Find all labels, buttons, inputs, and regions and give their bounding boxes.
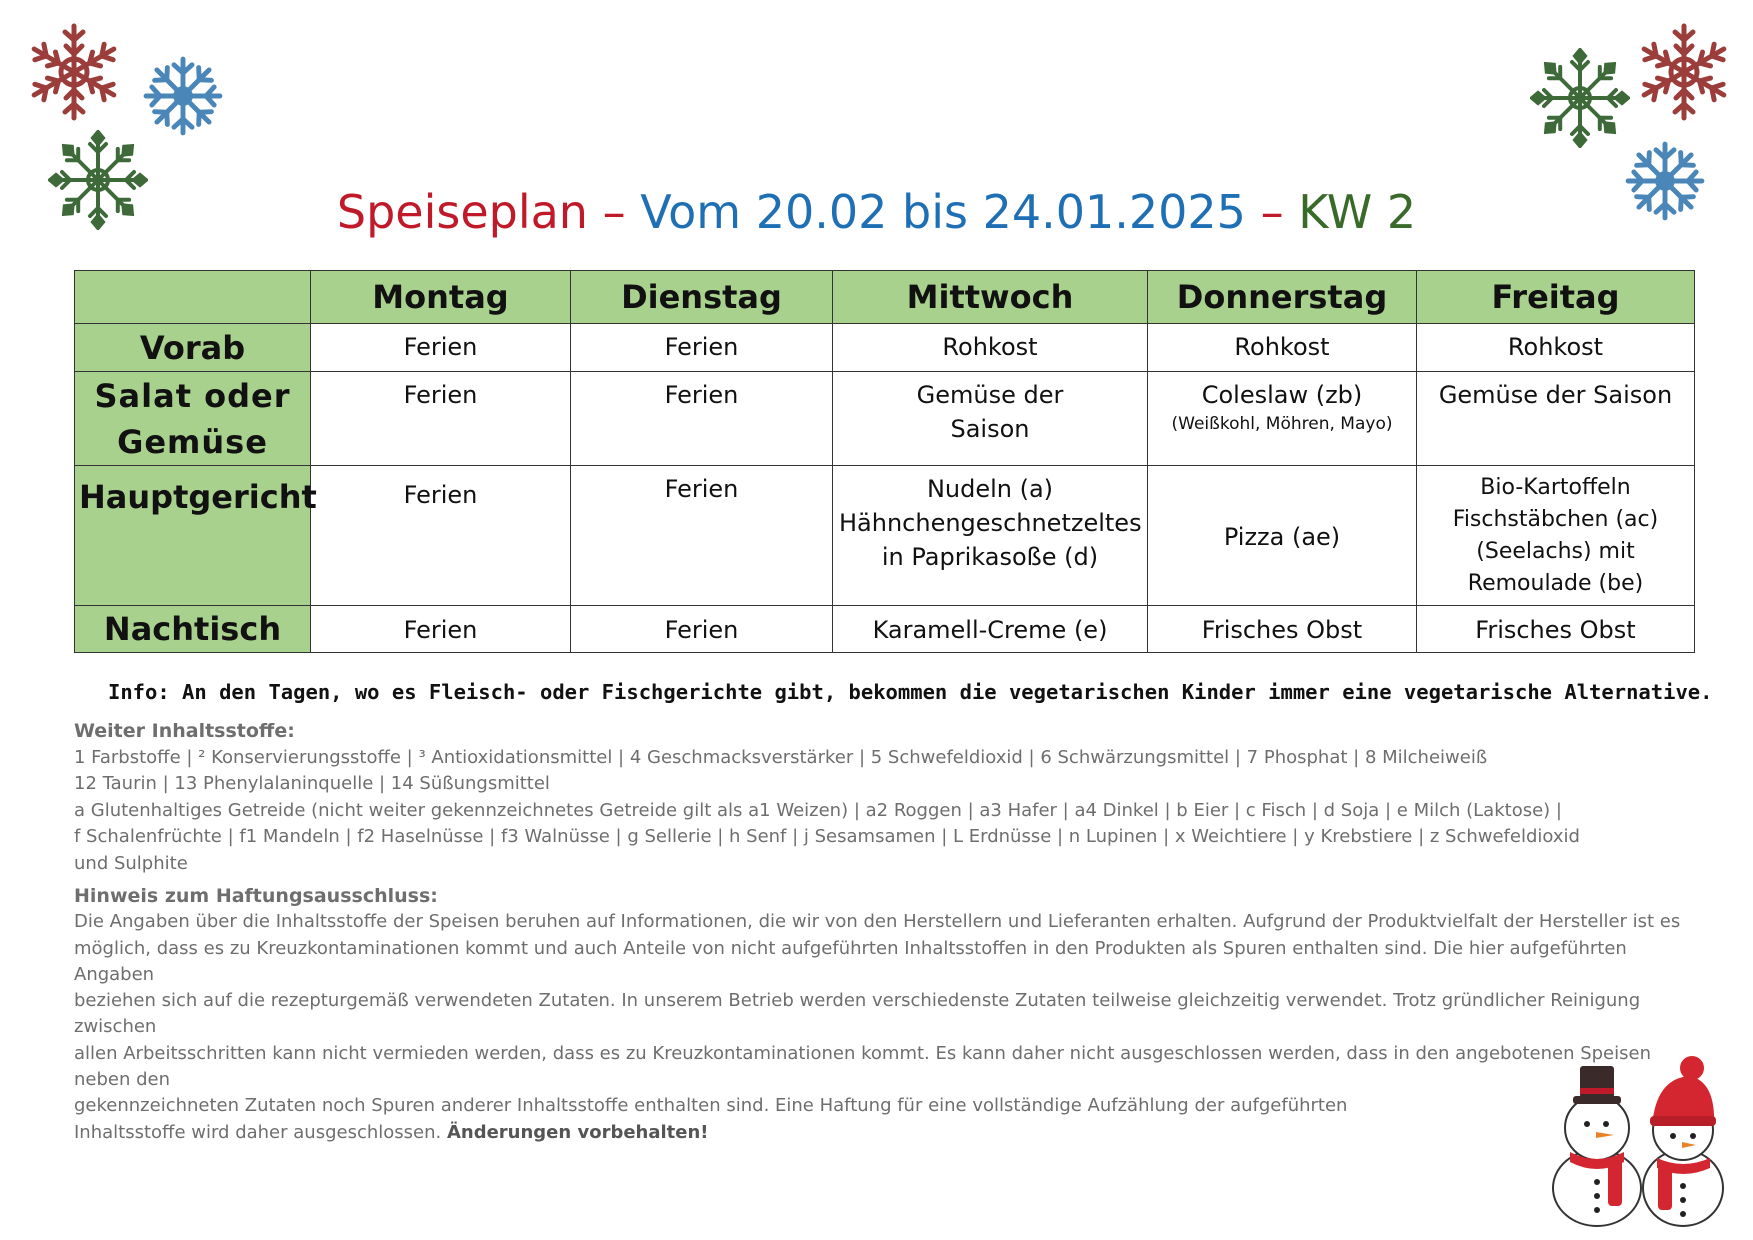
cell: Ferien	[571, 466, 833, 606]
title-part3: KW 2	[1298, 185, 1417, 239]
cell: Karamell-Creme (e)	[833, 606, 1148, 653]
cell: Ferien	[571, 372, 833, 466]
table-row-haupt	[75, 466, 1695, 606]
disclaimer-line: Die Angaben über die Inhaltsstoffe der Speisen beruhen auf Informationen, die wir von den Herstellern und Lieferanten erhalten. Aufgrund der Produktvielfalt der Hersteller ist es	[74, 911, 1681, 933]
day-header-freitag: Freitag	[1417, 271, 1695, 324]
cell-line: Hähnchengeschnetzeltes	[839, 509, 1142, 537]
cell-text: Coleslaw (zb)	[1201, 381, 1363, 409]
disclaimer-last-text: Inhaltsstoffe wird daher ausgeschlossen.	[74, 1121, 447, 1143]
day-header-mittwoch: Mittwoch	[833, 271, 1148, 324]
title-part1: Speiseplan	[336, 185, 588, 239]
cell-line: Remoulade (be)	[1467, 571, 1644, 596]
legend-line: 1 Farbstoffe | ² Konservierungsstoffe | ³ Antioxidationsmittel | 4 Geschmacksverstärker | 5 Schwefeldioxid | 6 Schwärzungsmittel | 7 Phosphat | 8 Milcheiweiß	[74, 746, 1488, 768]
row-label-salat: Salat oder Gemüse	[75, 372, 311, 466]
cell: Ferien	[311, 606, 571, 653]
cell-line: Bio-Kartoffeln	[1480, 475, 1631, 500]
disclaimer	[74, 883, 1694, 1146]
day-header-montag: Montag	[311, 271, 571, 324]
cell: Pizza (ae)	[1148, 466, 1417, 606]
cell-subtext: (Weißkohl, Möhren, Mayo)	[1171, 414, 1393, 434]
legend-line: 12 Taurin | 13 Phenylalaninquelle | 14 Süßungsmittel	[74, 773, 550, 794]
cell: Ferien	[311, 372, 571, 466]
row-label-haupt: Hauptgericht	[75, 466, 311, 606]
disclaimer-last-line	[74, 1120, 1694, 1146]
cell	[1417, 466, 1695, 606]
legend-line: und Sulphite	[74, 852, 188, 874]
table-row-vorab	[75, 324, 1695, 372]
snowflake-red-icon	[1634, 22, 1734, 122]
row-label-nachtisch: Nachtisch	[75, 606, 311, 653]
cell-line: Nudeln (a)	[926, 475, 1054, 503]
cell: Frisches Obst	[1148, 606, 1417, 653]
cell	[833, 372, 1148, 466]
table-row-salat	[75, 372, 1695, 466]
disclaimer-line: allen Arbeitsschritten kann nicht vermieden werden, dass es zu Kreuzkontaminationen kommt. Es kann daher nicht ausgeschlossen werden, dass in den angebotenen Speisen neben den	[74, 1042, 1651, 1091]
allergen-legend	[74, 718, 1694, 877]
day-header-donnerstag: Donnerstag	[1148, 271, 1417, 324]
cell: Gemüse der Saison	[1417, 372, 1695, 466]
disclaimer-heading: Hinweis zum Haftungsausschluss:	[74, 885, 438, 907]
corner-cell	[75, 271, 311, 324]
page-title	[0, 182, 1753, 242]
snowflake-red-icon	[24, 22, 124, 122]
title-dash2: –	[1245, 185, 1299, 239]
title-dash1: –	[587, 185, 641, 239]
snowflake-blue-icon	[142, 55, 224, 137]
cell: Rohkost	[833, 324, 1148, 372]
row-label-vorab: Vorab	[75, 324, 311, 372]
cell-line: in Paprikasoße (d)	[881, 543, 1099, 571]
cell-line: Fischstäbchen (ac)	[1452, 507, 1659, 532]
cell	[1148, 372, 1417, 466]
disclaimer-changes-note: Änderungen vorbehalten!	[446, 1121, 709, 1143]
legend-heading: Weiter Inhaltsstoffe:	[74, 720, 295, 742]
cell: Ferien	[311, 466, 571, 606]
cell: Ferien	[571, 606, 833, 653]
disclaimer-line: beziehen sich auf die rezepturgemäß verwendeten Zutaten. In unserem Betrieb werden verschiedenste Zutaten teilweise gleichzeitig verwendet. Trotz gründlicher Reinigung zwischen	[74, 990, 1641, 1038]
cell-line: (Seelachs) mit	[1476, 539, 1635, 564]
title-part2: Vom 20.02 bis 24.01.2025	[640, 185, 1246, 239]
legend-line: f Schalenfrüchte | f1 Mandeln | f2 Haselnüsse | f3 Walnüsse | g Sellerie | h Senf | j Sesamsamen | L Erdnüsse | n Lupinen | x Weichtiere | y Krebstiere | z Schwefeldioxid	[74, 826, 1580, 847]
day-header-dienstag: Dienstag	[571, 271, 833, 324]
legend-line: a Glutenhaltiges Getreide (nicht weiter gekennzeichnetes Getreide gilt als a1 Weizen) | a2 Roggen | a3 Hafer | a4 Dinkel | b Eier | c Fisch | d Soja | e Milch (Laktose) |	[74, 799, 1562, 821]
cell: Ferien	[571, 324, 833, 372]
info-text: Info: An den Tagen, wo es Fleisch- oder Fischgerichte gibt, bekommen die vegetarischen Kinder immer eine vegetarische Alternative.	[108, 680, 1713, 704]
table-header-row	[75, 271, 1695, 324]
snowflake-green-icon	[1530, 48, 1630, 148]
menu-table	[74, 270, 1695, 653]
table-row-nachtisch	[75, 606, 1695, 653]
cell: Rohkost	[1417, 324, 1695, 372]
cell: Ferien	[311, 324, 571, 372]
cell	[833, 466, 1148, 606]
cell-text: Gemüse der Saison	[916, 381, 1064, 443]
disclaimer-line: gekennzeichneten Zutaten noch Spuren anderer Inhaltsstoffe enthalten sind. Eine Haftung für eine vollständige Aufzählung der aufgeführten	[74, 1095, 1348, 1117]
cell: Frisches Obst	[1417, 606, 1695, 653]
disclaimer-line: möglich, dass es zu Kreuzkontaminationen kommt und auch Anteile von nicht aufgeführten Inhaltsstoffen in den Produkten als Spuren enthalten sind. Die hier aufgeführten Angaben	[74, 937, 1627, 985]
cell: Rohkost	[1148, 324, 1417, 372]
